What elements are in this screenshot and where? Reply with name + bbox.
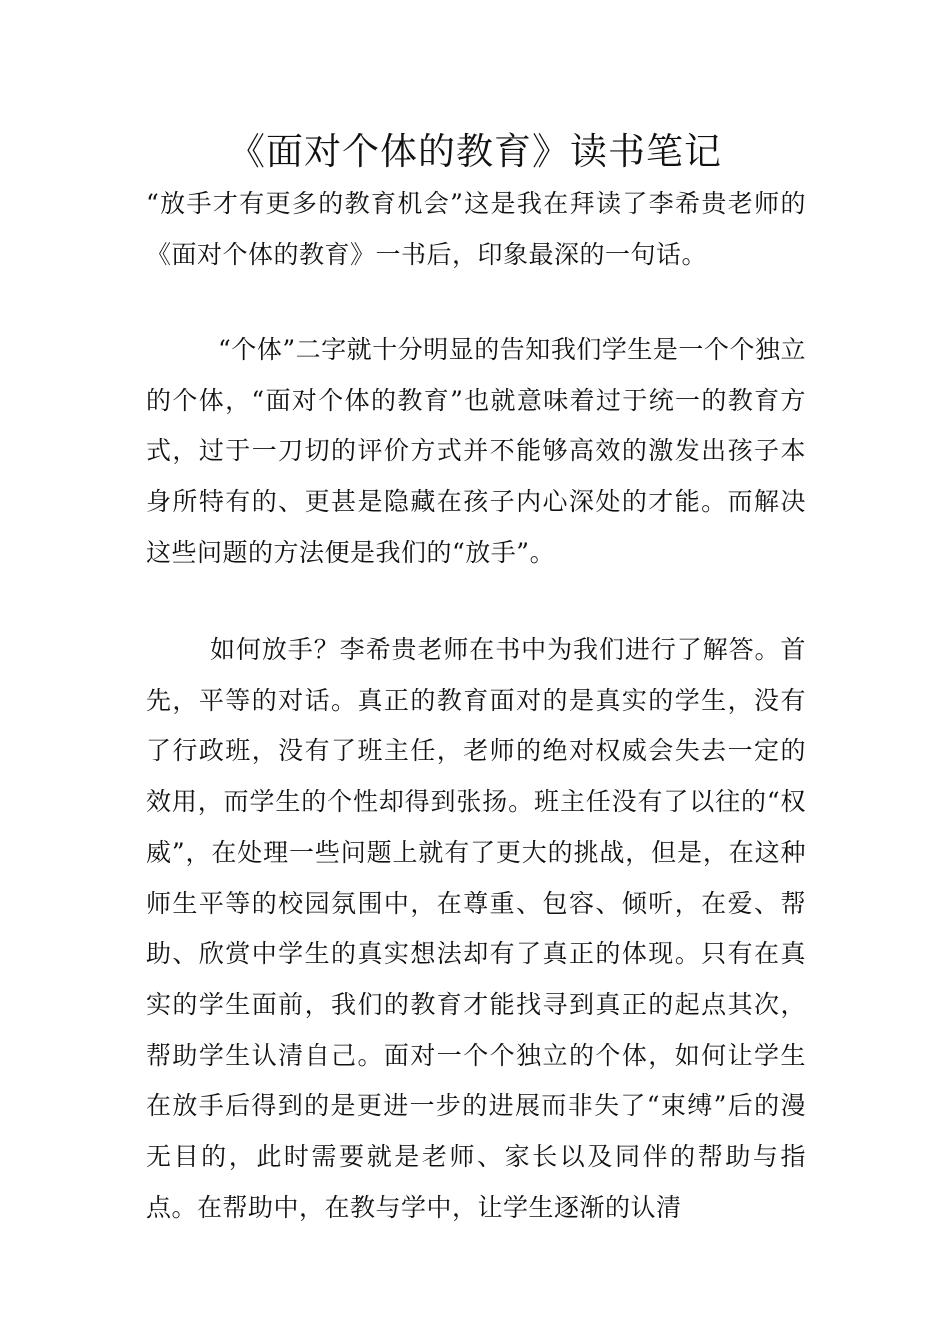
paragraph-individual: “个体”二字就十分明显的告知我们学生是一个个独立的个体，“面对个体的教育”也就意味着过于统一的教育方式，过于一刀切的评价方式并不能够高效的激发出孩子本身所特有的、更甚是隐藏在孩子内心深处的才能。而解决这些问题的方法便是我们的“放手”。	[146, 335, 806, 567]
paragraph-how-to-let-go: 如何放手？李希贵老师在书中为我们进行了解答。首先，平等的对话。真正的教育面对的是真实的学生，没有了行政班，没有了班主任，老师的绝对权威会失去一定的效用，而学生的个性却得到张扬。班主任没有了以往的“权威”，在处理一些问题上就有了更大的挑战，但是，在这种师生平等的校园氛围中，在尊重、包容、倾听，在爱、帮助、欣赏中学生的真实想法却有了真正的体现。只有在真实的学生面前，我们的教育才能找寻到真正的起点其次，帮助学生认清自己。面对一个个独立的个体，如何让学生在放手后得到的是更进一步的进展而非失了“束缚”后的漫无目的，此时需要就是老师、家长以及同伴的帮助与指点。在帮助中，在教与学中，让学生逐渐的认清	[146, 635, 806, 1222]
document-title: 《面对个体的教育》读书笔记	[228, 130, 722, 173]
paragraph-intro: “放手才有更多的教育机会”这是我在拜读了李希贵老师的《面对个体的教育》一书后，印象最深的一句话。	[146, 189, 806, 269]
